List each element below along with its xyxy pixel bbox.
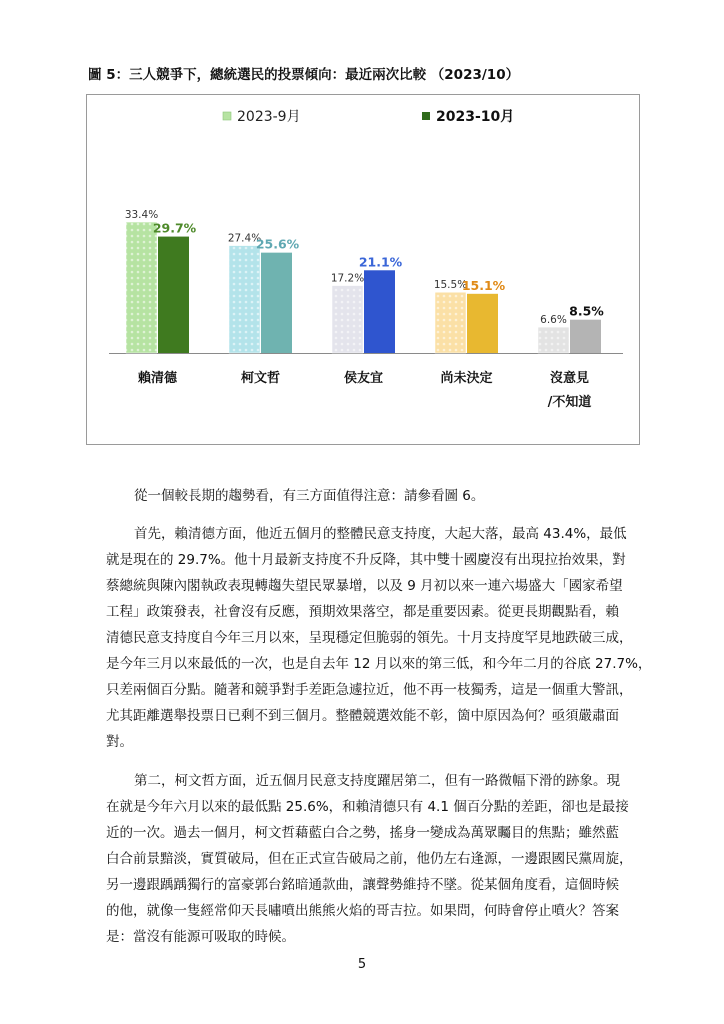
legend-swatch-oct [422, 112, 430, 120]
bar-chart [86, 94, 640, 445]
legend-label-oct: 2023-10月 [436, 109, 515, 125]
category-label: 尚未決定 [440, 371, 493, 386]
paragraph-lai [106, 521, 652, 755]
data-label-sep: 17.2% [330, 272, 365, 285]
paragraph-intro [106, 483, 626, 509]
paragraph-line: 在就是今年六月以來的最低點 25.6%，和賴清德只有 4.1 個百分點的差距，卻也是最接 [106, 799, 629, 815]
data-label-oct: 29.7% [152, 220, 197, 236]
category-label: 柯文哲 [240, 371, 281, 386]
bar-oct [570, 320, 601, 353]
data-label-sep: 6.6% [540, 314, 567, 327]
legend-label-sep: 2023-9月 [237, 109, 301, 125]
figure-title: 圖 5：三人競爭下，總統選民的投票傾向：最近兩次比較 （2023/10） [88, 67, 520, 83]
paragraph-line: 白合前景黯淡，實質破局，但在正式宣告破局之前，他仍左右逢源，一邊跟國民黨周旋， [106, 851, 633, 867]
bar-sep [229, 246, 260, 353]
paragraph-line: 首先，賴清德方面，他近五個月的整體民意支持度，大起大落，最高 43.4%，最低 [134, 526, 627, 542]
paragraph-line: 從一個較長期的趨勢看，有三方面值得注意：請參看圖 6。 [134, 488, 485, 504]
category-label: /不知道 [547, 395, 592, 410]
paragraph-line: 清德民意支持度自今年三月以來，呈現穩定但脆弱的領先。十月支持度罕見地跌破三成， [106, 630, 633, 646]
page-number: 5 [357, 957, 367, 972]
bar-oct [261, 253, 292, 353]
bar-chart-canvas [87, 95, 641, 446]
paragraph-line: 是：當沒有能源可吸取的時候。 [106, 929, 295, 945]
paragraph-ko [106, 768, 633, 950]
paragraph-line: 尤其距離選舉投票日已剩不到三個月。整體競選效能不彰，箇中原因為何？亟須嚴肅面 [106, 708, 619, 724]
bar-sep [435, 292, 466, 353]
paragraph-line: 蔡總統與陳內閣執政表現轉趨失望民眾暴增，以及 9 月初以來一連六場盛大「國家希望 [106, 578, 623, 594]
data-label-oct: 8.5% [569, 303, 604, 319]
legend-swatch-sep [223, 112, 231, 120]
paragraph-line: 是今年三月以來最低的一次，也是自去年 12 月以來的第三低，和今年二月的谷底 27.7%， [106, 656, 652, 672]
data-label-oct: 25.6% [255, 236, 300, 252]
bar-sep [538, 327, 569, 353]
bar-sep [126, 222, 157, 353]
paragraph-line: 就是現在的 29.7%。他十月最新支持度不升反降，其中雙十國慶沒有出現拉抬效果，對 [106, 552, 626, 568]
bar-oct [467, 294, 498, 353]
paragraph-line: 只差兩個百分點。隨著和競爭對手差距急遽拉近，他不再一枝獨秀，這是一個重大警訊， [106, 682, 633, 698]
paragraph-line: 近的一次。過去一個月，柯文哲藉藍白合之勢，搖身一變成為萬眾矚目的焦點；雖然藍 [106, 825, 619, 841]
category-label: 賴清德 [137, 371, 178, 386]
category-label: 沒意見 [549, 371, 590, 386]
data-label-oct: 15.1% [461, 277, 506, 293]
data-label-sep: 27.4% [227, 232, 262, 245]
bar-sep [332, 286, 363, 353]
bar-oct [364, 270, 395, 353]
category-label: 侯友宜 [343, 371, 384, 386]
bar-oct [158, 237, 189, 353]
paragraph-line: 另一邊跟踽踽獨行的富豪郭台銘暗通款曲，讓聲勢維持不墜。從某個角度看，這個時候 [106, 877, 619, 893]
data-label-oct: 21.1% [358, 254, 403, 270]
paragraph-line: 工程」政策發表，社會沒有反應，預期效果落空，都是重要因素。從更長期觀點看，賴 [106, 604, 619, 620]
paragraph-line: 對。 [106, 734, 133, 750]
paragraph-line: 第二，柯文哲方面，近五個月民意支持度躍居第二，但有一路微幅下滑的跡象。現 [134, 773, 620, 789]
paragraph-line: 的他，就像一隻經常仰天長嘯噴出熊熊火焰的哥吉拉。如果問，何時會停止噴火？答案 [106, 903, 619, 919]
data-label-sep: 33.4% [124, 209, 159, 222]
data-label-sep: 15.5% [433, 279, 468, 292]
